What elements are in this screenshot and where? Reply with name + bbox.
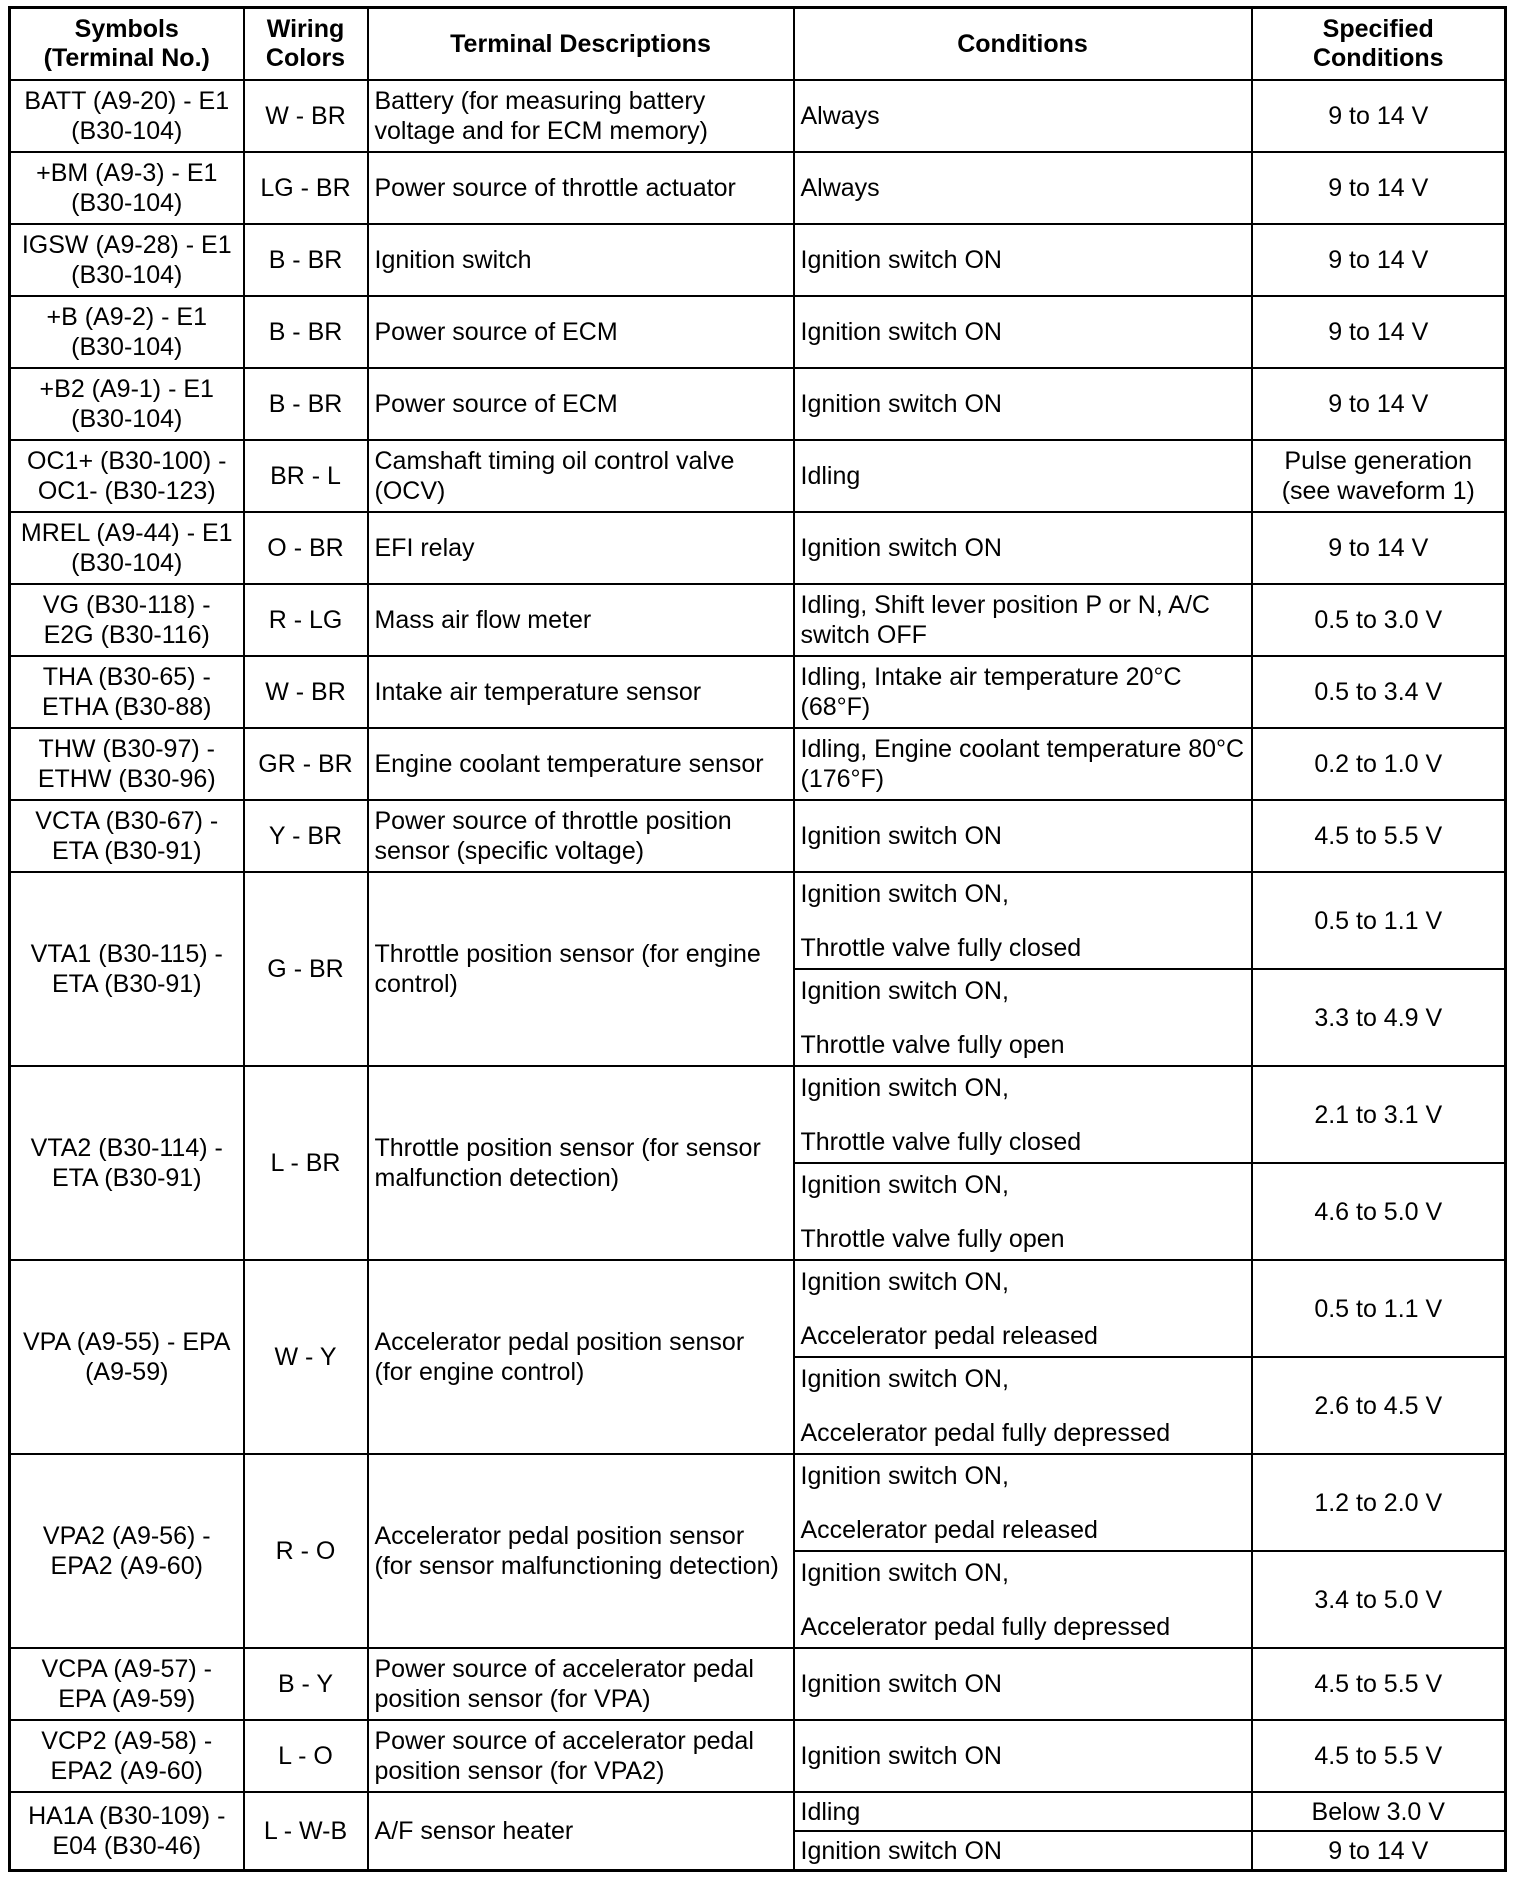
cell-wiring: B - BR bbox=[244, 296, 368, 368]
cell-description: Ignition switch bbox=[368, 224, 794, 296]
cell-description: EFI relay bbox=[368, 512, 794, 584]
condition-line: Throttle valve fully closed bbox=[800, 933, 1082, 962]
cell-description: Power source of ECM bbox=[368, 296, 794, 368]
cell-description: Power source of accelerator pedal position sensor (for VPA) bbox=[368, 1648, 794, 1720]
cell-spec: Pulse generation (see waveform 1) bbox=[1252, 440, 1506, 512]
cell-description: Power source of ECM bbox=[368, 368, 794, 440]
cell-spec: 9 to 14 V bbox=[1252, 296, 1506, 368]
table-row bbox=[10, 872, 1506, 969]
condition-line: Throttle valve fully open bbox=[800, 1224, 1065, 1253]
condition-line: Ignition switch ON, bbox=[800, 1558, 1009, 1587]
condition-line: Ignition switch ON, bbox=[800, 1170, 1009, 1199]
table-row bbox=[10, 512, 1506, 584]
cell-spec: Below 3.0 V bbox=[1252, 1792, 1506, 1831]
cell-spec: 4.5 to 5.5 V bbox=[1252, 800, 1506, 872]
condition-line: Throttle valve fully open bbox=[800, 1030, 1065, 1059]
table-row bbox=[10, 368, 1506, 440]
cell-spec: 4.5 to 5.5 V bbox=[1252, 1648, 1506, 1720]
cell-symbol: +BM (A9-3) - E1 (B30-104) bbox=[10, 152, 244, 224]
cell-symbol: VCTA (B30-67) - ETA (B30-91) bbox=[10, 800, 244, 872]
cell-wiring: G - BR bbox=[244, 872, 368, 1066]
cell-condition: Idling, Engine coolant temperature 80°C (176°F) bbox=[794, 728, 1252, 800]
cell-condition bbox=[794, 1066, 1252, 1163]
cell-condition bbox=[794, 1357, 1252, 1454]
condition-line: Ignition switch ON, bbox=[800, 879, 1009, 908]
cell-condition bbox=[794, 1163, 1252, 1260]
cell-wiring: BR - L bbox=[244, 440, 368, 512]
cell-condition: Ignition switch ON bbox=[794, 368, 1252, 440]
cell-spec: 0.5 to 1.1 V bbox=[1252, 1260, 1506, 1357]
header-symbols: Symbols (Terminal No.) bbox=[10, 8, 244, 81]
header-conditions: Conditions bbox=[794, 8, 1252, 81]
cell-wiring: GR - BR bbox=[244, 728, 368, 800]
cell-wiring: Y - BR bbox=[244, 800, 368, 872]
cell-spec: 3.4 to 5.0 V bbox=[1252, 1551, 1506, 1648]
cell-description: Power source of throttle position sensor (specific voltage) bbox=[368, 800, 794, 872]
cell-symbol: IGSW (A9-28) - E1 (B30-104) bbox=[10, 224, 244, 296]
cell-symbol: VTA1 (B30-115) - ETA (B30-91) bbox=[10, 872, 244, 1066]
table-row bbox=[10, 1260, 1506, 1357]
cell-spec: 9 to 14 V bbox=[1252, 512, 1506, 584]
cell-symbol: VG (B30-118) - E2G (B30-116) bbox=[10, 584, 244, 656]
cell-symbol: VPA2 (A9-56) - EPA2 (A9-60) bbox=[10, 1454, 244, 1648]
cell-description: Engine coolant temperature sensor bbox=[368, 728, 794, 800]
cell-symbol: BATT (A9-20) - E1 (B30-104) bbox=[10, 80, 244, 152]
cell-spec: 4.6 to 5.0 V bbox=[1252, 1163, 1506, 1260]
cell-wiring: W - BR bbox=[244, 80, 368, 152]
cell-wiring: L - O bbox=[244, 1720, 368, 1792]
cell-symbol: THW (B30-97) - ETHW (B30-96) bbox=[10, 728, 244, 800]
cell-condition: Idling bbox=[794, 440, 1252, 512]
cell-condition bbox=[794, 872, 1252, 969]
cell-wiring: B - BR bbox=[244, 224, 368, 296]
cell-spec: 4.5 to 5.5 V bbox=[1252, 1720, 1506, 1792]
cell-condition: Ignition switch ON bbox=[794, 224, 1252, 296]
cell-symbol: +B2 (A9-1) - E1 (B30-104) bbox=[10, 368, 244, 440]
cell-condition: Always bbox=[794, 152, 1252, 224]
table-row bbox=[10, 440, 1506, 512]
condition-line: Accelerator pedal fully depressed bbox=[800, 1612, 1171, 1641]
terminal-spec-table bbox=[8, 6, 1507, 1872]
cell-spec: 1.2 to 2.0 V bbox=[1252, 1454, 1506, 1551]
cell-condition: Ignition switch ON bbox=[794, 800, 1252, 872]
cell-description: Intake air temperature sensor bbox=[368, 656, 794, 728]
table-row bbox=[10, 1648, 1506, 1720]
cell-wiring: O - BR bbox=[244, 512, 368, 584]
cell-wiring: W - BR bbox=[244, 656, 368, 728]
cell-condition bbox=[794, 1551, 1252, 1648]
table-row bbox=[10, 1454, 1506, 1551]
cell-description: A/F sensor heater bbox=[368, 1792, 794, 1871]
condition-line: Ignition switch ON, bbox=[800, 1073, 1009, 1102]
cell-symbol: VCPA (A9-57) - EPA (A9-59) bbox=[10, 1648, 244, 1720]
cell-spec: 0.5 to 1.1 V bbox=[1252, 872, 1506, 969]
cell-spec: 3.3 to 4.9 V bbox=[1252, 969, 1506, 1066]
cell-symbol: OC1+ (B30-100) - OC1- (B30-123) bbox=[10, 440, 244, 512]
cell-spec: 9 to 14 V bbox=[1252, 1831, 1506, 1871]
table-row bbox=[10, 224, 1506, 296]
cell-description: Throttle position sensor (for sensor malfunction detection) bbox=[368, 1066, 794, 1260]
table-row bbox=[10, 1066, 1506, 1163]
condition-line: Ignition switch ON, bbox=[800, 976, 1009, 1005]
cell-description: Throttle position sensor (for engine control) bbox=[368, 872, 794, 1066]
cell-wiring: B - BR bbox=[244, 368, 368, 440]
cell-spec: 9 to 14 V bbox=[1252, 368, 1506, 440]
cell-description: Mass air flow meter bbox=[368, 584, 794, 656]
spec-table-wrapper bbox=[8, 6, 1504, 1872]
cell-description: Camshaft timing oil control valve (OCV) bbox=[368, 440, 794, 512]
cell-spec: 0.2 to 1.0 V bbox=[1252, 728, 1506, 800]
condition-line: Accelerator pedal fully depressed bbox=[800, 1418, 1171, 1447]
cell-condition bbox=[794, 1454, 1252, 1551]
cell-description: Power source of accelerator pedal position sensor (for VPA2) bbox=[368, 1720, 794, 1792]
cell-condition: Idling, Intake air temperature 20°C (68°F) bbox=[794, 656, 1252, 728]
cell-wiring: W - Y bbox=[244, 1260, 368, 1454]
cell-spec: 9 to 14 V bbox=[1252, 152, 1506, 224]
cell-wiring: R - O bbox=[244, 1454, 368, 1648]
table-row bbox=[10, 152, 1506, 224]
cell-wiring: L - W-B bbox=[244, 1792, 368, 1871]
cell-spec: 2.1 to 3.1 V bbox=[1252, 1066, 1506, 1163]
header-terminal-descriptions: Terminal Descriptions bbox=[368, 8, 794, 81]
cell-symbol: MREL (A9-44) - E1 (B30-104) bbox=[10, 512, 244, 584]
header-wiring-colors: Wiring Colors bbox=[244, 8, 368, 81]
table-row bbox=[10, 584, 1506, 656]
cell-spec: 0.5 to 3.0 V bbox=[1252, 584, 1506, 656]
cell-wiring: B - Y bbox=[244, 1648, 368, 1720]
cell-condition: Ignition switch ON bbox=[794, 296, 1252, 368]
condition-line: Ignition switch ON, bbox=[800, 1267, 1009, 1296]
cell-condition: Idling, Shift lever position P or N, A/C switch OFF bbox=[794, 584, 1252, 656]
table-row bbox=[10, 656, 1506, 728]
condition-line: Throttle valve fully closed bbox=[800, 1127, 1082, 1156]
cell-symbol: HA1A (B30-109) - E04 (B30-46) bbox=[10, 1792, 244, 1871]
cell-symbol: VPA (A9-55) - EPA (A9-59) bbox=[10, 1260, 244, 1454]
table-row bbox=[10, 1720, 1506, 1792]
cell-wiring: R - LG bbox=[244, 584, 368, 656]
cell-symbol: THA (B30-65) - ETHA (B30-88) bbox=[10, 656, 244, 728]
cell-condition: Always bbox=[794, 80, 1252, 152]
cell-condition: Idling bbox=[794, 1792, 1252, 1831]
condition-line: Accelerator pedal released bbox=[800, 1515, 1098, 1544]
cell-wiring: L - BR bbox=[244, 1066, 368, 1260]
condition-line: Ignition switch ON, bbox=[800, 1461, 1009, 1490]
cell-description: Accelerator pedal position sensor (for engine control) bbox=[368, 1260, 794, 1454]
cell-symbol: +B (A9-2) - E1 (B30-104) bbox=[10, 296, 244, 368]
cell-condition: Ignition switch ON bbox=[794, 1720, 1252, 1792]
header-specified-conditions: Specified Conditions bbox=[1252, 8, 1506, 81]
cell-spec: 9 to 14 V bbox=[1252, 224, 1506, 296]
cell-condition bbox=[794, 1260, 1252, 1357]
cell-spec: 2.6 to 4.5 V bbox=[1252, 1357, 1506, 1454]
cell-description: Battery (for measuring battery voltage and for ECM memory) bbox=[368, 80, 794, 152]
table-row bbox=[10, 296, 1506, 368]
cell-description: Power source of throttle actuator bbox=[368, 152, 794, 224]
cell-spec: 0.5 to 3.4 V bbox=[1252, 656, 1506, 728]
cell-spec: 9 to 14 V bbox=[1252, 80, 1506, 152]
condition-line: Accelerator pedal released bbox=[800, 1321, 1098, 1350]
condition-line: Ignition switch ON, bbox=[800, 1364, 1009, 1393]
cell-wiring: LG - BR bbox=[244, 152, 368, 224]
cell-condition: Ignition switch ON bbox=[794, 1648, 1252, 1720]
cell-description: Accelerator pedal position sensor (for sensor malfunctioning detection) bbox=[368, 1454, 794, 1648]
table-header-row bbox=[10, 8, 1506, 81]
table-row bbox=[10, 80, 1506, 152]
cell-condition: Ignition switch ON bbox=[794, 1831, 1252, 1871]
table-row bbox=[10, 728, 1506, 800]
cell-symbol: VCP2 (A9-58) - EPA2 (A9-60) bbox=[10, 1720, 244, 1792]
table-row bbox=[10, 1792, 1506, 1831]
cell-symbol: VTA2 (B30-114) - ETA (B30-91) bbox=[10, 1066, 244, 1260]
table-row bbox=[10, 800, 1506, 872]
cell-condition: Ignition switch ON bbox=[794, 512, 1252, 584]
cell-condition bbox=[794, 969, 1252, 1066]
